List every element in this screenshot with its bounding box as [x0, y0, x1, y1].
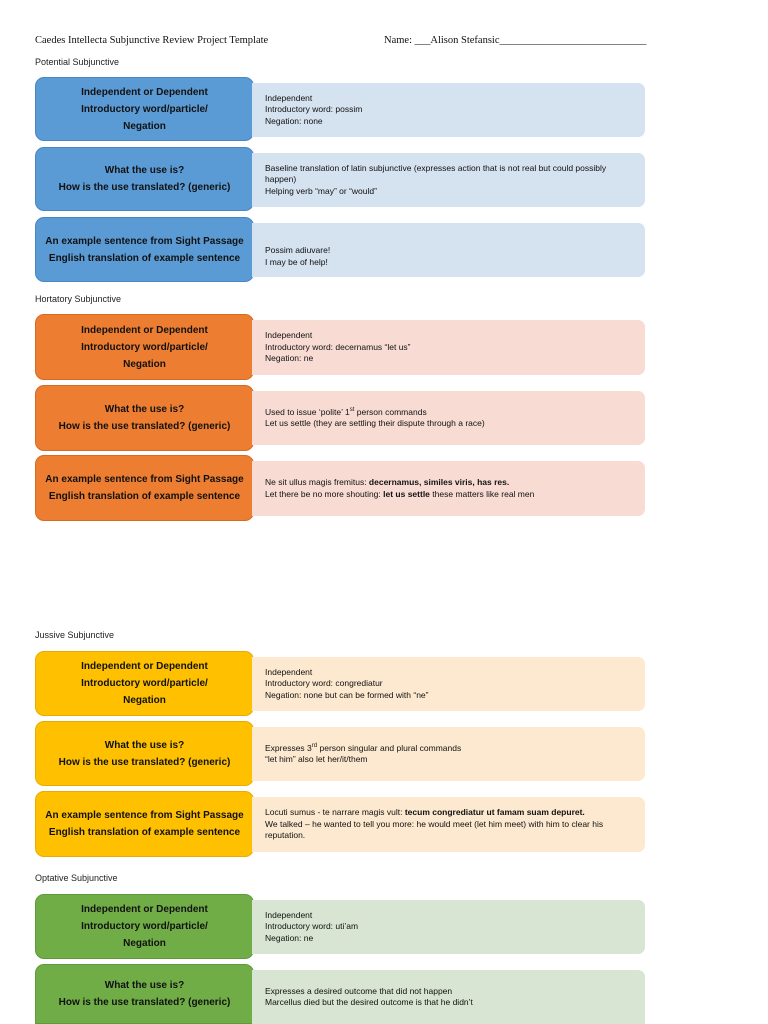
answer-line: Introductory word: congrediatur — [265, 678, 383, 689]
answer-line: Helping verb “may” or “would” — [265, 185, 377, 196]
answer-line: Negation: none — [265, 115, 323, 126]
answer-text: person singular and plural commands — [317, 742, 462, 753]
superscript: rd — [311, 742, 318, 749]
question-line: An example sentence from Sight Passage — [45, 235, 244, 247]
question-line: How is the use translated? (generic) — [58, 182, 231, 193]
question-line: How is the use translated? (generic) — [58, 756, 231, 768]
question-box-example — [35, 791, 254, 857]
question-line: What the use is? — [104, 165, 185, 176]
question-box-translation — [35, 147, 254, 211]
document-title: Caedes Intellecta Subjunctive Review Project Template — [35, 35, 269, 46]
answer-line — [265, 477, 635, 489]
answer-line: Negation: ne — [265, 932, 314, 943]
answer-line: Let us settle (they are settling their dispute through a race) — [265, 418, 485, 428]
question-line: What the use is? — [104, 739, 185, 751]
answer-box-usage — [252, 320, 645, 375]
question-line: Independent or Dependent — [81, 324, 208, 336]
answer-line: Marcellus died but the desired outcome is that he didn’t — [265, 997, 473, 1007]
answer-box-usage — [252, 83, 645, 137]
answer-box-example — [252, 797, 645, 852]
question-box-translation — [35, 385, 254, 451]
answer-text: these matters like real men — [429, 488, 535, 499]
answer-text-bold: let us settle — [383, 488, 430, 499]
question-box-example — [35, 217, 254, 282]
answer-box-usage — [252, 657, 645, 711]
answer-text-bold: decernamus, similes viris, has res. — [368, 477, 510, 487]
answer-line: Expresses a desired outcome that did not happen — [265, 985, 453, 996]
answer-line: Introductory word: possim — [265, 104, 363, 115]
answer-line: Possim adiuvare! — [265, 245, 331, 255]
answer-box-translation — [252, 391, 645, 445]
answer-line — [265, 489, 635, 501]
answer-line: Negation: ne — [265, 353, 314, 364]
answer-box-example — [252, 461, 645, 516]
answer-box-translation — [252, 970, 645, 1024]
answer-text: Ne sit ullus magis fremitus: — [265, 477, 369, 487]
section-title-jussive: Jussive Subjunctive — [35, 630, 115, 640]
question-line: Negation — [123, 695, 166, 706]
answer-line: Independent — [265, 330, 313, 341]
question-line: Introductory word/particle/ — [81, 678, 208, 689]
question-line: English translation of example sentence — [48, 491, 241, 502]
answer-line — [265, 807, 635, 819]
superscript: st — [349, 406, 355, 413]
question-line: Negation — [123, 938, 166, 949]
question-line: Introductory word/particle/ — [81, 341, 208, 353]
answer-text: person commands — [354, 406, 427, 417]
student-name-line: Name: ___Alison Stefansic____________________________ — [384, 35, 647, 46]
answer-line — [265, 743, 635, 755]
question-line: Independent or Dependent — [81, 904, 208, 915]
answer-line — [265, 407, 635, 419]
answer-line: Introductory word: decernamus “let us” — [265, 341, 411, 352]
section-title-potential: Potential Subjunctive — [35, 57, 120, 67]
question-line: Negation — [123, 120, 166, 132]
question-line: How is the use translated? (generic) — [58, 421, 231, 432]
answer-line: “let him” also let her/it/them — [265, 754, 368, 764]
answer-text: Locuti sumus - te narrare magis vult: — [265, 807, 405, 818]
answer-line: I may be of help! — [265, 256, 328, 267]
answer-text: Used to issue ‘polite’ 1 — [265, 406, 350, 417]
question-line: How is the use translated? (generic) — [58, 997, 231, 1008]
answer-line: We talked – he wanted to tell you more: he would meet (let him meet) with him to clear his reputation. — [265, 818, 604, 841]
answer-text: Let there be no more shouting: — [265, 488, 384, 499]
answer-line: Baseline translation of latin subjunctive (expresses action that is not real but could possibly happen) — [265, 162, 607, 185]
section-title-hortatory: Hortatory Subjunctive — [35, 294, 122, 304]
question-box-usage — [35, 77, 254, 141]
question-line: Independent or Dependent — [81, 86, 208, 98]
question-line: Negation — [123, 358, 166, 370]
answer-box-translation — [252, 153, 645, 207]
question-line: What the use is? — [104, 980, 185, 991]
question-box-usage — [35, 314, 254, 380]
question-line: Independent or Dependent — [81, 661, 208, 672]
question-box-translation — [35, 964, 254, 1024]
answer-line: Introductory word: uti’am — [265, 921, 359, 932]
answer-line: Negation: none but can be formed with “ne” — [265, 689, 429, 700]
answer-line: Independent — [265, 666, 313, 677]
answer-box-translation — [252, 727, 645, 781]
answer-text: Expresses 3 — [265, 742, 312, 753]
question-line: What the use is? — [104, 404, 185, 415]
section-title-optative: Optative Subjunctive — [35, 873, 118, 883]
question-box-usage — [35, 651, 254, 716]
question-box-example — [35, 455, 254, 521]
answer-line: Independent — [265, 92, 313, 103]
question-line: An example sentence from Sight Passage — [45, 474, 244, 485]
question-line: English translation of example sentence — [48, 252, 241, 264]
question-box-translation — [35, 721, 254, 786]
question-line: Introductory word/particle/ — [81, 103, 208, 115]
question-line: An example sentence from Sight Passage — [45, 810, 244, 821]
question-line: Introductory word/particle/ — [81, 921, 208, 932]
answer-line: Independent — [265, 909, 313, 920]
question-box-usage — [35, 894, 254, 959]
answer-box-example — [252, 223, 645, 277]
question-line: English translation of example sentence — [48, 827, 241, 838]
answer-box-usage — [252, 900, 645, 954]
answer-text-bold: tecum congrediatur ut famam suam depuret. — [404, 807, 585, 818]
